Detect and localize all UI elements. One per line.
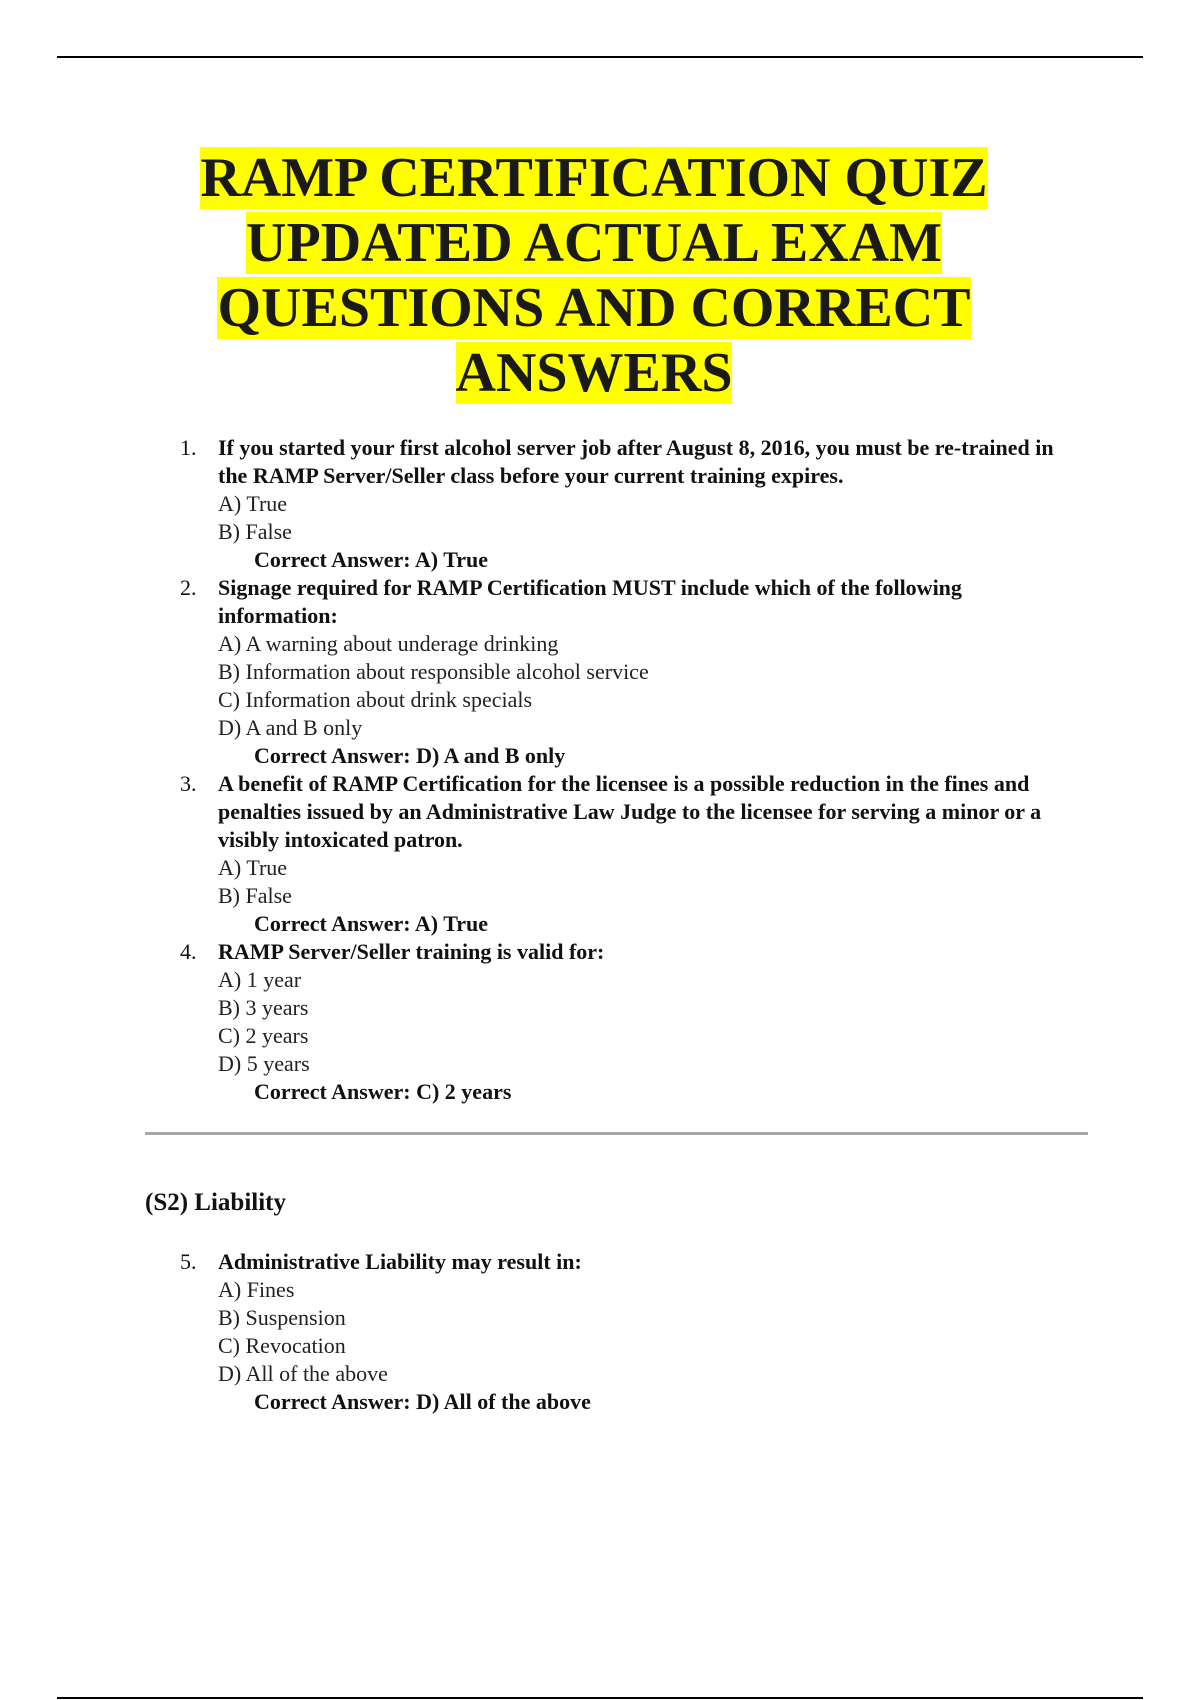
- question-item: [0, 938, 1078, 1106]
- title-line-3: QUESTIONS AND CORRECT: [217, 277, 971, 339]
- document-title: [150, 146, 1038, 406]
- question-text: Signage required for RAMP Certification MUST include which of the following information:: [218, 575, 962, 628]
- question-number: 2.: [180, 575, 197, 600]
- correct-answer: Correct Answer: C) 2 years: [254, 1079, 512, 1104]
- question-item: [0, 1248, 1078, 1416]
- title-line-4: ANSWERS: [455, 342, 733, 404]
- section-heading: (S2) Liability: [145, 1189, 286, 1216]
- answer-option: A) 1 year: [218, 967, 302, 992]
- question-item: [0, 770, 1078, 938]
- question-item: [0, 574, 1078, 770]
- answer-option: A) True: [218, 491, 288, 516]
- question-list: [0, 434, 1200, 1106]
- correct-answer: Correct Answer: D) A and B only: [254, 743, 566, 768]
- answer-option: A) Fines: [218, 1277, 295, 1302]
- answer-option: B) Suspension: [218, 1305, 346, 1330]
- answer-option: A) A warning about underage drinking: [218, 631, 559, 656]
- answer-option: D) A and B only: [218, 715, 363, 740]
- answer-option: C) Information about drink specials: [218, 687, 533, 712]
- question-number: 3.: [180, 771, 197, 796]
- question-text: A benefit of RAMP Certification for the licensee is a possible reduction in the fines and penalties issued by an Administrative Law Judge to the licensee for serving a minor or a visibly intoxicated patron.: [218, 771, 1042, 852]
- answer-option: D) 5 years: [218, 1051, 310, 1076]
- title-line-1: RAMP CERTIFICATION QUIZ: [200, 147, 988, 209]
- correct-answer: Correct Answer: D) All of the above: [254, 1389, 591, 1414]
- answer-option: B) Information about responsible alcohol service: [218, 659, 649, 684]
- answer-option: D) All of the above: [218, 1361, 388, 1386]
- answer-option: B) False: [218, 883, 292, 908]
- answer-option: A) True: [218, 855, 288, 880]
- answer-option: C) 2 years: [218, 1023, 309, 1048]
- question-number: 1.: [180, 435, 197, 460]
- question-item: [0, 434, 1078, 574]
- question-list-liability: [0, 1248, 1200, 1416]
- correct-answer: Correct Answer: A) True: [254, 547, 488, 572]
- answer-option: B) False: [218, 519, 292, 544]
- question-text: RAMP Server/Seller training is valid for:: [218, 939, 605, 964]
- footer-rule: [57, 1697, 1143, 1699]
- question-number: 4.: [180, 939, 197, 964]
- question-text: If you started your first alcohol server job after August 8, 2016, you must be re-trained in the RAMP Server/Seller class before your current training expires.: [218, 435, 1054, 488]
- answer-option: B) 3 years: [218, 995, 309, 1020]
- question-text: Administrative Liability may result in:: [218, 1249, 582, 1274]
- question-number: 5.: [180, 1249, 197, 1274]
- answer-option: C) Revocation: [218, 1333, 346, 1358]
- title-line-2: UPDATED ACTUAL EXAM: [246, 212, 942, 274]
- section-divider: [145, 1132, 1088, 1135]
- correct-answer: Correct Answer: A) True: [254, 911, 488, 936]
- header-rule: [57, 56, 1143, 58]
